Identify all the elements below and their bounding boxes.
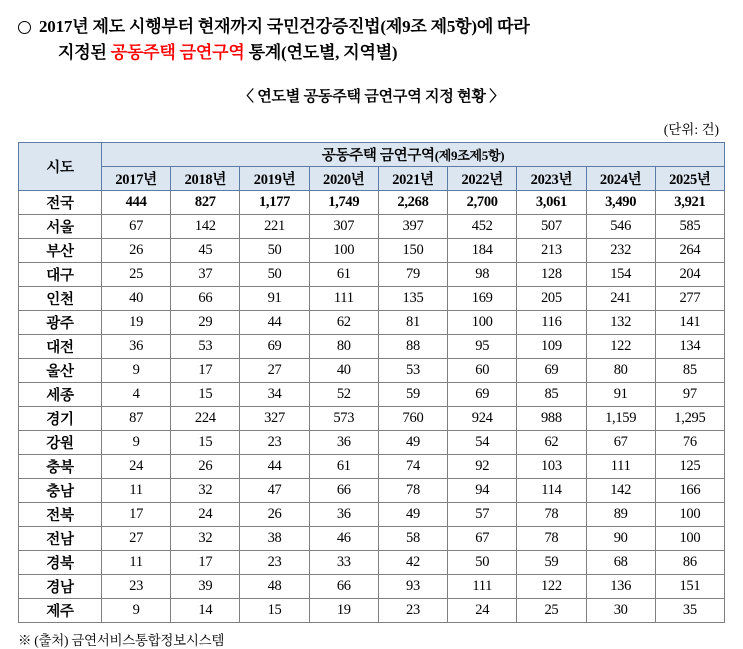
- table-cell: 44: [240, 310, 309, 334]
- table-cell: 122: [586, 334, 655, 358]
- table-cell: 9: [102, 430, 171, 454]
- table-cell: 19: [102, 310, 171, 334]
- table-cell: 3,061: [517, 190, 586, 214]
- table-cell: 90: [586, 526, 655, 550]
- table-cell: 15: [240, 598, 309, 622]
- column-header-2019: 2019년: [240, 166, 309, 190]
- table-header-row-2: [19, 166, 725, 190]
- row-header-region: 대전: [19, 334, 102, 358]
- column-header-2025: 2025년: [655, 166, 724, 190]
- table-cell: 585: [655, 214, 724, 238]
- table-cell: 19: [309, 598, 378, 622]
- table-cell: 135: [378, 286, 447, 310]
- table-cell: 54: [448, 430, 517, 454]
- table-cell: 1,159: [586, 406, 655, 430]
- table-cell: 27: [102, 526, 171, 550]
- table-cell: 4: [102, 382, 171, 406]
- table-cell: 79: [378, 262, 447, 286]
- table-cell: 14: [171, 598, 240, 622]
- table-cell: 277: [655, 286, 724, 310]
- table-cell: 58: [378, 526, 447, 550]
- row-header-region: 전국: [19, 190, 102, 214]
- table-cell: 23: [240, 430, 309, 454]
- table-cell: 224: [171, 406, 240, 430]
- circle-bullet-icon: [18, 21, 31, 34]
- table-cell: 150: [378, 238, 447, 262]
- table-cell: 111: [448, 574, 517, 598]
- table-cell: 85: [517, 382, 586, 406]
- table-cell: 74: [378, 454, 447, 478]
- table-cell: 109: [517, 334, 586, 358]
- table-cell: 91: [240, 286, 309, 310]
- table-cell: 184: [448, 238, 517, 262]
- table-cell: 34: [240, 382, 309, 406]
- table-cell: 48: [240, 574, 309, 598]
- table-cell: 15: [171, 430, 240, 454]
- table-cell: 36: [102, 334, 171, 358]
- table-cell: 53: [171, 334, 240, 358]
- table-row: [19, 574, 725, 598]
- table-cell: 100: [655, 502, 724, 526]
- table-row: [19, 526, 725, 550]
- table-cell: 68: [586, 550, 655, 574]
- table-cell: 26: [171, 454, 240, 478]
- row-header-region: 전북: [19, 502, 102, 526]
- table-cell: 59: [378, 382, 447, 406]
- table-cell: 924: [448, 406, 517, 430]
- table-caption: 〈 연도별 공동주택 금연구역 지정 현황 〉: [238, 88, 505, 105]
- table-cell: 35: [655, 598, 724, 622]
- row-header-region: 울산: [19, 358, 102, 382]
- table-cell: 52: [309, 382, 378, 406]
- table-row: [19, 454, 725, 478]
- column-header-2023: 2023년: [517, 166, 586, 190]
- table-row: [19, 406, 725, 430]
- table-cell: 46: [309, 526, 378, 550]
- table-cell: 1,295: [655, 406, 724, 430]
- table-row: [19, 334, 725, 358]
- table-cell: 67: [448, 526, 517, 550]
- table-cell: 86: [655, 550, 724, 574]
- table-cell: 125: [655, 454, 724, 478]
- row-header-region: 인천: [19, 286, 102, 310]
- table-cell: 264: [655, 238, 724, 262]
- table-cell: 67: [102, 214, 171, 238]
- table-cell: 232: [586, 238, 655, 262]
- table-cell: 11: [102, 478, 171, 502]
- table-cell: 2,268: [378, 190, 447, 214]
- table-cell: 95: [448, 334, 517, 358]
- table-cell: 67: [586, 430, 655, 454]
- table-cell: 97: [655, 382, 724, 406]
- table-cell: 116: [517, 310, 586, 334]
- table-cell: 45: [171, 238, 240, 262]
- table-cell: 93: [378, 574, 447, 598]
- column-header-2020: 2020년: [309, 166, 378, 190]
- row-header-region: 전남: [19, 526, 102, 550]
- table-row: [19, 502, 725, 526]
- table-cell: 47: [240, 478, 309, 502]
- column-header-2017: 2017년: [102, 166, 171, 190]
- table-cell: 25: [517, 598, 586, 622]
- heading-line-2-prefix: 지정된: [58, 43, 111, 63]
- table-cell: 3,921: [655, 190, 724, 214]
- table-cell: 307: [309, 214, 378, 238]
- table-cell: 760: [378, 406, 447, 430]
- group-header-main: 공동주택 금연구역: [321, 147, 435, 164]
- table-cell: 98: [448, 262, 517, 286]
- table-cell: 17: [171, 358, 240, 382]
- table-cell: 32: [171, 478, 240, 502]
- table-cell: 27: [240, 358, 309, 382]
- table-cell: 69: [448, 382, 517, 406]
- table-cell: 23: [240, 550, 309, 574]
- table-cell: 128: [517, 262, 586, 286]
- table-cell: 32: [171, 526, 240, 550]
- table-cell: 988: [517, 406, 586, 430]
- table-cell: 397: [378, 214, 447, 238]
- table-cell: 23: [102, 574, 171, 598]
- row-header-region: 충북: [19, 454, 102, 478]
- column-header-2021: 2021년: [378, 166, 447, 190]
- table-row: [19, 478, 725, 502]
- table-cell: 50: [240, 262, 309, 286]
- unit-label: (단위: 건): [663, 121, 719, 137]
- table-cell: 92: [448, 454, 517, 478]
- table-row: [19, 262, 725, 286]
- table-cell: 81: [378, 310, 447, 334]
- table-cell: 44: [240, 454, 309, 478]
- table-cell: 546: [586, 214, 655, 238]
- row-header-region: 대구: [19, 262, 102, 286]
- table-cell: 62: [309, 310, 378, 334]
- table-cell: 42: [378, 550, 447, 574]
- row-header-region: 경기: [19, 406, 102, 430]
- table-cell: 66: [309, 574, 378, 598]
- heading-line-2: [39, 43, 397, 62]
- table-cell: 80: [309, 334, 378, 358]
- table-cell: 2,700: [448, 190, 517, 214]
- table-cell: 88: [378, 334, 447, 358]
- table-cell: 26: [240, 502, 309, 526]
- table-cell: 166: [655, 478, 724, 502]
- table-cell: 69: [517, 358, 586, 382]
- table-cell: 50: [240, 238, 309, 262]
- table-row: [19, 598, 725, 622]
- table-cell: 169: [448, 286, 517, 310]
- table-cell: 827: [171, 190, 240, 214]
- column-header-2018: 2018년: [171, 166, 240, 190]
- table-cell: 78: [378, 478, 447, 502]
- table-cell: 40: [309, 358, 378, 382]
- table-cell: 141: [655, 310, 724, 334]
- table-cell: 78: [517, 502, 586, 526]
- table-cell: 103: [517, 454, 586, 478]
- table-cell: 40: [102, 286, 171, 310]
- table-cell: 100: [309, 238, 378, 262]
- table-cell: 36: [309, 502, 378, 526]
- table-cell: 57: [448, 502, 517, 526]
- table-row: [19, 382, 725, 406]
- table-cell: 24: [102, 454, 171, 478]
- table-cell: 39: [171, 574, 240, 598]
- table-cell: 573: [309, 406, 378, 430]
- table-cell: 50: [448, 550, 517, 574]
- table-cell: 444: [102, 190, 171, 214]
- heading-line-1: 2017년 제도 시행부터 현재까지 국민건강증진법(제9조 제5항)에 따라: [39, 17, 530, 36]
- table-cell: 23: [378, 598, 447, 622]
- table-cell: 507: [517, 214, 586, 238]
- table-cell: 49: [378, 430, 447, 454]
- table-cell: 94: [448, 478, 517, 502]
- source-note: ※ (출처) 금연서비스통합정보시스템: [18, 632, 225, 648]
- group-header-sub: (제9조제5항): [434, 147, 505, 163]
- table-cell: 30: [586, 598, 655, 622]
- column-header-2022: 2022년: [448, 166, 517, 190]
- table-cell: 9: [102, 358, 171, 382]
- table-cell: 114: [517, 478, 586, 502]
- table-cell: 15: [171, 382, 240, 406]
- table-header-row-1: [19, 142, 725, 166]
- table-cell: 89: [586, 502, 655, 526]
- table-cell: 85: [655, 358, 724, 382]
- table-cell: 205: [517, 286, 586, 310]
- table-body: [19, 190, 725, 622]
- row-header-region: 광주: [19, 310, 102, 334]
- row-header-region: 서울: [19, 214, 102, 238]
- table-row: [19, 430, 725, 454]
- table-header: [19, 142, 725, 190]
- table-cell: 38: [240, 526, 309, 550]
- table-cell: 327: [240, 406, 309, 430]
- table-cell: 1,177: [240, 190, 309, 214]
- row-header-region: 부산: [19, 238, 102, 262]
- table-cell: 452: [448, 214, 517, 238]
- table-cell: 80: [586, 358, 655, 382]
- table-row: [19, 550, 725, 574]
- table-row: [19, 238, 725, 262]
- table-cell: 53: [378, 358, 447, 382]
- page-title: [18, 14, 725, 67]
- table-cell: 29: [171, 310, 240, 334]
- table-row: [19, 310, 725, 334]
- table-cell: 134: [655, 334, 724, 358]
- table-cell: 136: [586, 574, 655, 598]
- table-cell: 61: [309, 262, 378, 286]
- row-header-region: 경북: [19, 550, 102, 574]
- row-header-region: 충남: [19, 478, 102, 502]
- table-cell: 36: [309, 430, 378, 454]
- table-cell: 69: [240, 334, 309, 358]
- table-cell: 11: [102, 550, 171, 574]
- table-cell: 91: [586, 382, 655, 406]
- table-cell: 87: [102, 406, 171, 430]
- table-cell: 142: [586, 478, 655, 502]
- table-cell: 76: [655, 430, 724, 454]
- column-group-header: [102, 142, 725, 166]
- table-cell: 100: [448, 310, 517, 334]
- table-cell: 78: [517, 526, 586, 550]
- table-cell: 213: [517, 238, 586, 262]
- table-cell: 59: [517, 550, 586, 574]
- table-cell: 33: [309, 550, 378, 574]
- table-cell: 24: [171, 502, 240, 526]
- table-cell: 24: [448, 598, 517, 622]
- table-cell: 9: [102, 598, 171, 622]
- table-cell: 142: [171, 214, 240, 238]
- heading-line-2-suffix: 통계(연도별, 지역별): [244, 43, 398, 63]
- column-header-region: 시도: [19, 142, 102, 190]
- table-cell: 61: [309, 454, 378, 478]
- table-cell: 204: [655, 262, 724, 286]
- row-header-region: 제주: [19, 598, 102, 622]
- table-cell: 17: [171, 550, 240, 574]
- heading-highlight: 공동주택 금연구역: [110, 43, 245, 63]
- table-cell: 3,490: [586, 190, 655, 214]
- statistics-table: [18, 142, 725, 623]
- row-header-region: 경남: [19, 574, 102, 598]
- table-cell: 62: [517, 430, 586, 454]
- table-cell: 37: [171, 262, 240, 286]
- table-cell: 100: [655, 526, 724, 550]
- table-cell: 1,749: [309, 190, 378, 214]
- table-cell: 241: [586, 286, 655, 310]
- table-cell: 66: [171, 286, 240, 310]
- table-row: [19, 358, 725, 382]
- table-cell: 25: [102, 262, 171, 286]
- table-cell: 111: [586, 454, 655, 478]
- table-cell: 151: [655, 574, 724, 598]
- table-row: [19, 286, 725, 310]
- row-header-region: 세종: [19, 382, 102, 406]
- table-cell: 132: [586, 310, 655, 334]
- table-cell: 154: [586, 262, 655, 286]
- table-cell: 66: [309, 478, 378, 502]
- table-row: [19, 214, 725, 238]
- table-cell: 60: [448, 358, 517, 382]
- table-cell: 221: [240, 214, 309, 238]
- row-header-region: 강원: [19, 430, 102, 454]
- table-cell: 111: [309, 286, 378, 310]
- table-cell: 49: [378, 502, 447, 526]
- table-row: [19, 190, 725, 214]
- table-cell: 26: [102, 238, 171, 262]
- table-cell: 122: [517, 574, 586, 598]
- table-cell: 17: [102, 502, 171, 526]
- column-header-2024: 2024년: [586, 166, 655, 190]
